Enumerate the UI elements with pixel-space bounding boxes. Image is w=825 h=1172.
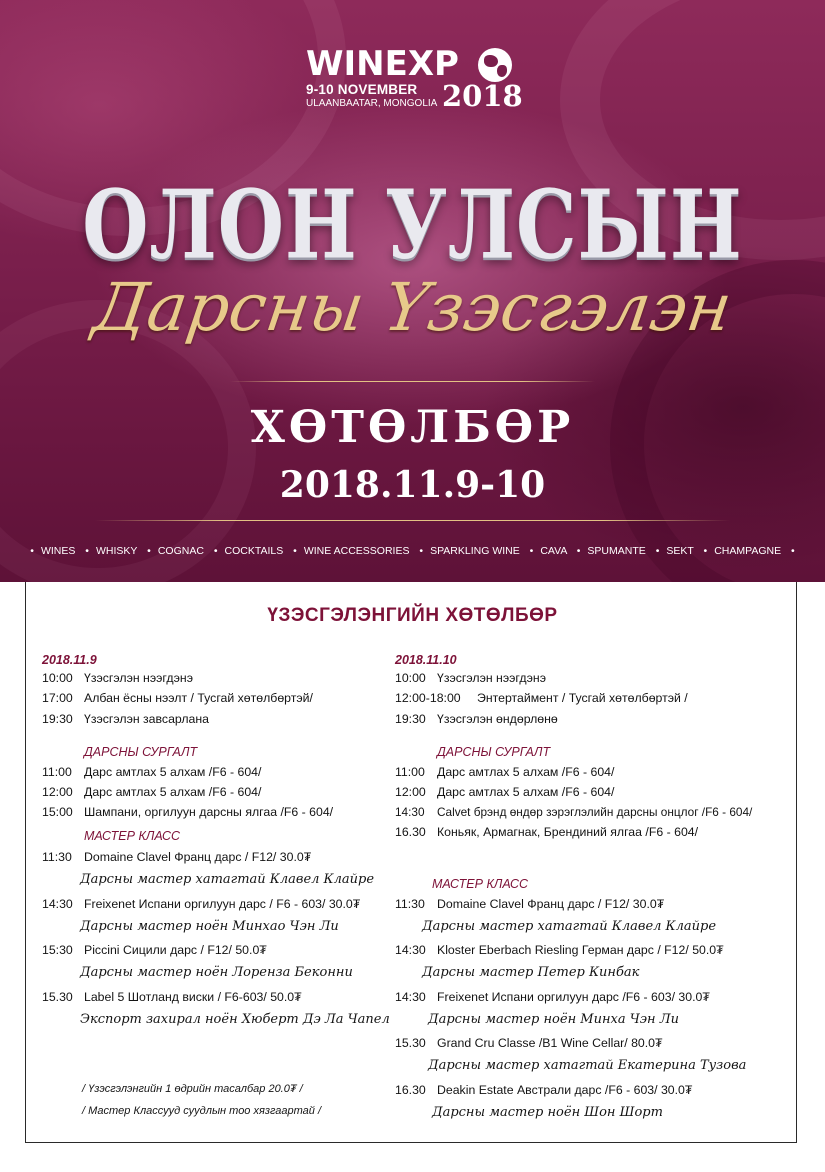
- category-item: WHISKY: [95, 545, 138, 557]
- schedule-row: 10:00 Үзэсгэлэн нээгдэнэ: [395, 671, 546, 685]
- category-item: SPUMANTE: [587, 545, 646, 557]
- banner-date-range: 2018.11.9-10: [279, 464, 546, 506]
- master-row: 11:30 Domaine Clavel Франц дарс / F12/ 30.0₮: [395, 897, 665, 911]
- class-row: 15:00 Шампани, оргилуун дарсны ялгаа /F6 - 604/: [42, 805, 334, 819]
- wine-class-title: ДАРСНЫ СУРГАЛТ: [437, 745, 551, 759]
- master-host: Экспорт захирал ноён Хюберт Дэ Ла Чапел: [80, 1012, 390, 1027]
- master-class-title: МАСТЕР КЛАСС: [432, 877, 529, 891]
- ticket-note: / Үзэсгэлэнгийн 1 өдрийн тасалбар 20.0₮ /: [82, 1083, 303, 1095]
- day1-date: 2018.11.9: [42, 653, 97, 667]
- master-host: Дарсны мастер хатагтай Екатерина Тузова: [428, 1058, 747, 1073]
- master-row: 11:30 Domaine Clavel Франц дарс / F12/ 30.0₮: [42, 850, 312, 864]
- master-host: Дарсны мастер хатагтай Клавел Клайре: [422, 919, 717, 934]
- category-item: CHAMPAGNE: [714, 545, 782, 557]
- event-banner: [0, 0, 825, 582]
- globe-icon: [478, 48, 512, 82]
- divider: [95, 520, 730, 521]
- logo-year: 2018: [442, 79, 523, 113]
- logo-brand: WINEXP: [306, 44, 459, 84]
- logo-dates: 9-10 NOVEMBER: [306, 82, 418, 97]
- banner-program-title: ХӨТӨЛБӨР: [250, 402, 575, 453]
- master-host: Дарсны мастер ноён Минха Чэн Ли: [428, 1012, 679, 1027]
- master-class-title: МАСТЕР КЛАСС: [84, 829, 181, 843]
- master-row: 14:30 Freixenet Испани оргилуун дарс /F6 - 603/ 30.0₮: [395, 990, 710, 1004]
- divider: [230, 381, 595, 382]
- program-heading: ҮЗЭСГЭЛЭНГИЙН ХӨТӨЛБӨР: [267, 605, 558, 626]
- schedule-row: 19:30 Үзэсгэлэн завсарлана: [42, 712, 209, 726]
- schedule-row: 10:00 Үзэсгэлэн нээгдэнэ: [42, 671, 193, 685]
- master-host: Дарсны мастер ноён Минхао Чэн Ли: [80, 919, 339, 934]
- logo-city: ULAANBAATAR, MONGOLIA: [306, 98, 438, 109]
- master-row: 14:30 Kloster Eberbach Riesling Герман дарс / F12/ 50.0₮: [395, 943, 724, 957]
- seating-note: / Мастер Классууд суудлын тоо хязгаартай /: [82, 1105, 322, 1117]
- master-host: Дарсны мастер ноён Лоренза Беконни: [80, 965, 353, 980]
- category-item: SPARKLING WINE: [430, 545, 520, 557]
- master-host: Дарсны мастер Петер Кинбак: [422, 965, 640, 980]
- class-row: 16.30 Коньяк, Армагнак, Брендиний ялгаа /F6 - 604/: [395, 825, 699, 839]
- schedule-row: 12:00-18:00 Энтертаймент / Тусгай хөтөлбөртэй /: [395, 691, 688, 705]
- class-row: 12:00 Дарс амтлах 5 алхам /F6 - 604/: [42, 785, 262, 799]
- category-strip: • WINES • WHISKY • COGNAC • COCKTAILS • WINE ACCESSORIES • SPARKLING WINE • CAVA • SPUMANTE • SEKT • CHAMPAGNE •: [30, 545, 795, 557]
- category-item: SEKT: [666, 545, 694, 557]
- category-item: COGNAC: [157, 545, 204, 557]
- master-row: 16.30 Deakin Estate Австрали дарс /F6 - 603/ 30.0₮: [395, 1083, 693, 1097]
- master-host: Дарсны мастер хатагтай Клавел Клайре: [80, 872, 375, 887]
- category-item: COCKTAILS: [224, 545, 284, 557]
- master-host: Дарсны мастер ноён Шон Шорт: [432, 1105, 663, 1120]
- banner-title-line1: ОЛОН УЛСЫН: [82, 168, 743, 280]
- master-row: 14:30 Freixenet Испани оргилуун дарс / F6 - 603/ 30.0₮: [42, 897, 361, 911]
- class-row: 14:30 Calvet брэнд өндөр зэрэглэлийн дарсны онцлог /F6 - 604/: [395, 805, 753, 819]
- class-row: 11:00 Дарс амтлах 5 алхам /F6 - 604/: [395, 765, 615, 779]
- category-item: WINES: [40, 545, 76, 557]
- master-row: 15:30 Piccini Сицили дарс / F12/ 50.0₮: [42, 943, 267, 957]
- day2-date: 2018.11.10: [395, 653, 457, 667]
- schedule-row: 19:30 Үзэсгэлэн өндөрлөнө: [395, 712, 558, 726]
- class-row: 11:00 Дарс амтлах 5 алхам /F6 - 604/: [42, 765, 262, 779]
- category-item: WINE ACCESSORIES: [303, 545, 410, 557]
- class-row: 12:00 Дарс амтлах 5 алхам /F6 - 604/: [395, 785, 615, 799]
- banner-title-line2: Дарсны Үзэсгэлэн: [88, 269, 737, 346]
- wine-class-title: ДАРСНЫ СУРГАЛТ: [84, 745, 198, 759]
- winexpo-logo: [306, 44, 523, 116]
- schedule-row: 17:00 Албан ёсны нээлт / Тусгай хөтөлбөртэй/: [42, 691, 313, 705]
- category-item: CAVA: [540, 545, 567, 557]
- master-row: 15.30 Label 5 Шотланд виски / F6-603/ 50.0₮: [42, 990, 302, 1004]
- master-row: 15.30 Grand Cru Classe /B1 Wine Cellar/ 80.0₮: [395, 1036, 663, 1050]
